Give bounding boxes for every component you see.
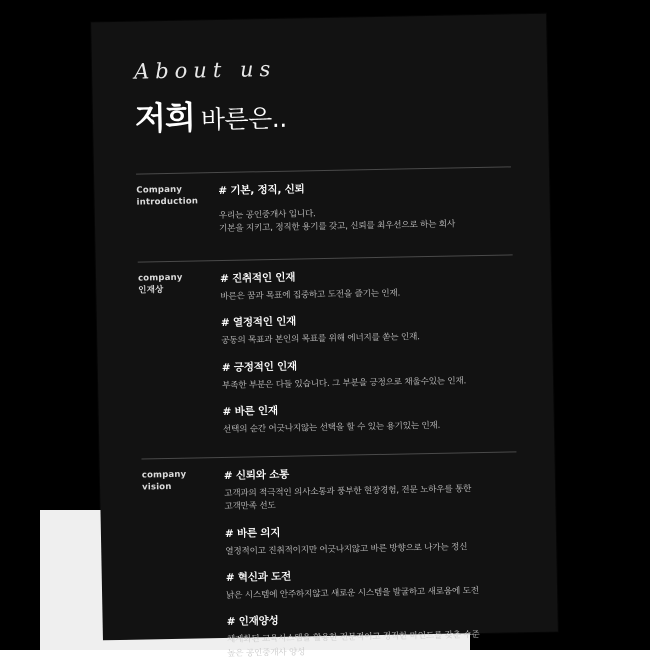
- entry: [220, 265, 514, 304]
- entry-line: 열정적이고 진취적이지만 어긋나지않고 바른 방향으로 나가는 정신: [225, 541, 468, 557]
- page-title-emphasis: 저희: [134, 98, 196, 138]
- entry: [226, 609, 520, 661]
- entry-heading: # 열정적인 인재: [220, 315, 297, 330]
- section-label-line2: 인재상: [138, 285, 164, 296]
- entry-heading: # 혁신과 도전: [225, 570, 292, 584]
- entry: [222, 354, 516, 393]
- page-title-rest: 바른은..: [200, 103, 287, 135]
- section-company-vision: [141, 451, 520, 662]
- section-label-line1: company: [141, 469, 187, 481]
- section-label: [142, 468, 216, 494]
- entry-line: 체계화된 교육시스템을 활용한 전문적이고 정직한 마인드를 갖춘 수준: [226, 630, 480, 646]
- entry-line: 높은 공인중개사 양성: [227, 646, 306, 659]
- section-body: [224, 462, 521, 660]
- entry-line: 우리는 공인중개사 입니다.: [218, 209, 316, 222]
- entry-heading: # 바른 의지: [224, 526, 281, 540]
- section-label-line1: Company: [136, 184, 183, 196]
- section-label-line1: company: [137, 272, 183, 284]
- about-us-card: [91, 14, 558, 659]
- entry: [226, 564, 520, 603]
- script-heading: About us: [133, 56, 277, 84]
- entry-heading: # 신뢰와 소통: [223, 468, 290, 482]
- entry-heading: # 긍정적인 인재: [221, 360, 298, 374]
- entry-heading: # 기본, 정직, 신뢰: [218, 183, 305, 198]
- entry: [224, 462, 518, 514]
- section-label: [138, 271, 212, 297]
- entry: [221, 310, 515, 349]
- page-title: [134, 91, 287, 140]
- entry: [218, 177, 512, 236]
- entry-line: 고객만족 선도: [224, 501, 276, 513]
- section-label-line2: introduction: [136, 196, 199, 208]
- entry-line: 공동의 목표과 본인의 목표를 위해 에너지를 쏟는 인재.: [221, 332, 420, 347]
- entry-line: 기본을 지키고, 정직한 용기를 갖고, 신뢰를 최우선으로 하는 회사: [219, 219, 456, 235]
- entry-heading: # 인재양성: [226, 615, 279, 629]
- entry-heading: # 진취적인 인재: [219, 271, 296, 285]
- entry-line: 부족한 부분은 다들 있습니다. 그 부분을 긍정으로 채울수있는 인재.: [222, 375, 467, 391]
- section-company-introduction: [136, 166, 512, 238]
- entry: [225, 520, 519, 559]
- section-label: [136, 183, 210, 209]
- card-content: [91, 14, 558, 659]
- entry-heading: # 바른 인재: [222, 404, 278, 418]
- entry-line: 선택의 순간 어긋나지않는 선택을 할 수 있는 용기있는 인재.: [222, 420, 441, 435]
- section-body: [218, 177, 512, 236]
- section-label-line2: vision: [141, 482, 172, 493]
- entry: [222, 398, 516, 437]
- section-body: [220, 265, 516, 437]
- entry-line: 낡은 시스템에 안주하지않고 새로운 시스템을 발굴하고 새로움에 도전: [226, 586, 479, 601]
- section-company-talent: [138, 254, 516, 438]
- entry-line: 고객과의 적극적인 의사소통과 풍부한 현장경험, 전문 노하우를 통한: [224, 484, 472, 499]
- entry-line: 바른은 꿈과 목표에 집중하고 도전을 즐기는 인재.: [220, 288, 401, 302]
